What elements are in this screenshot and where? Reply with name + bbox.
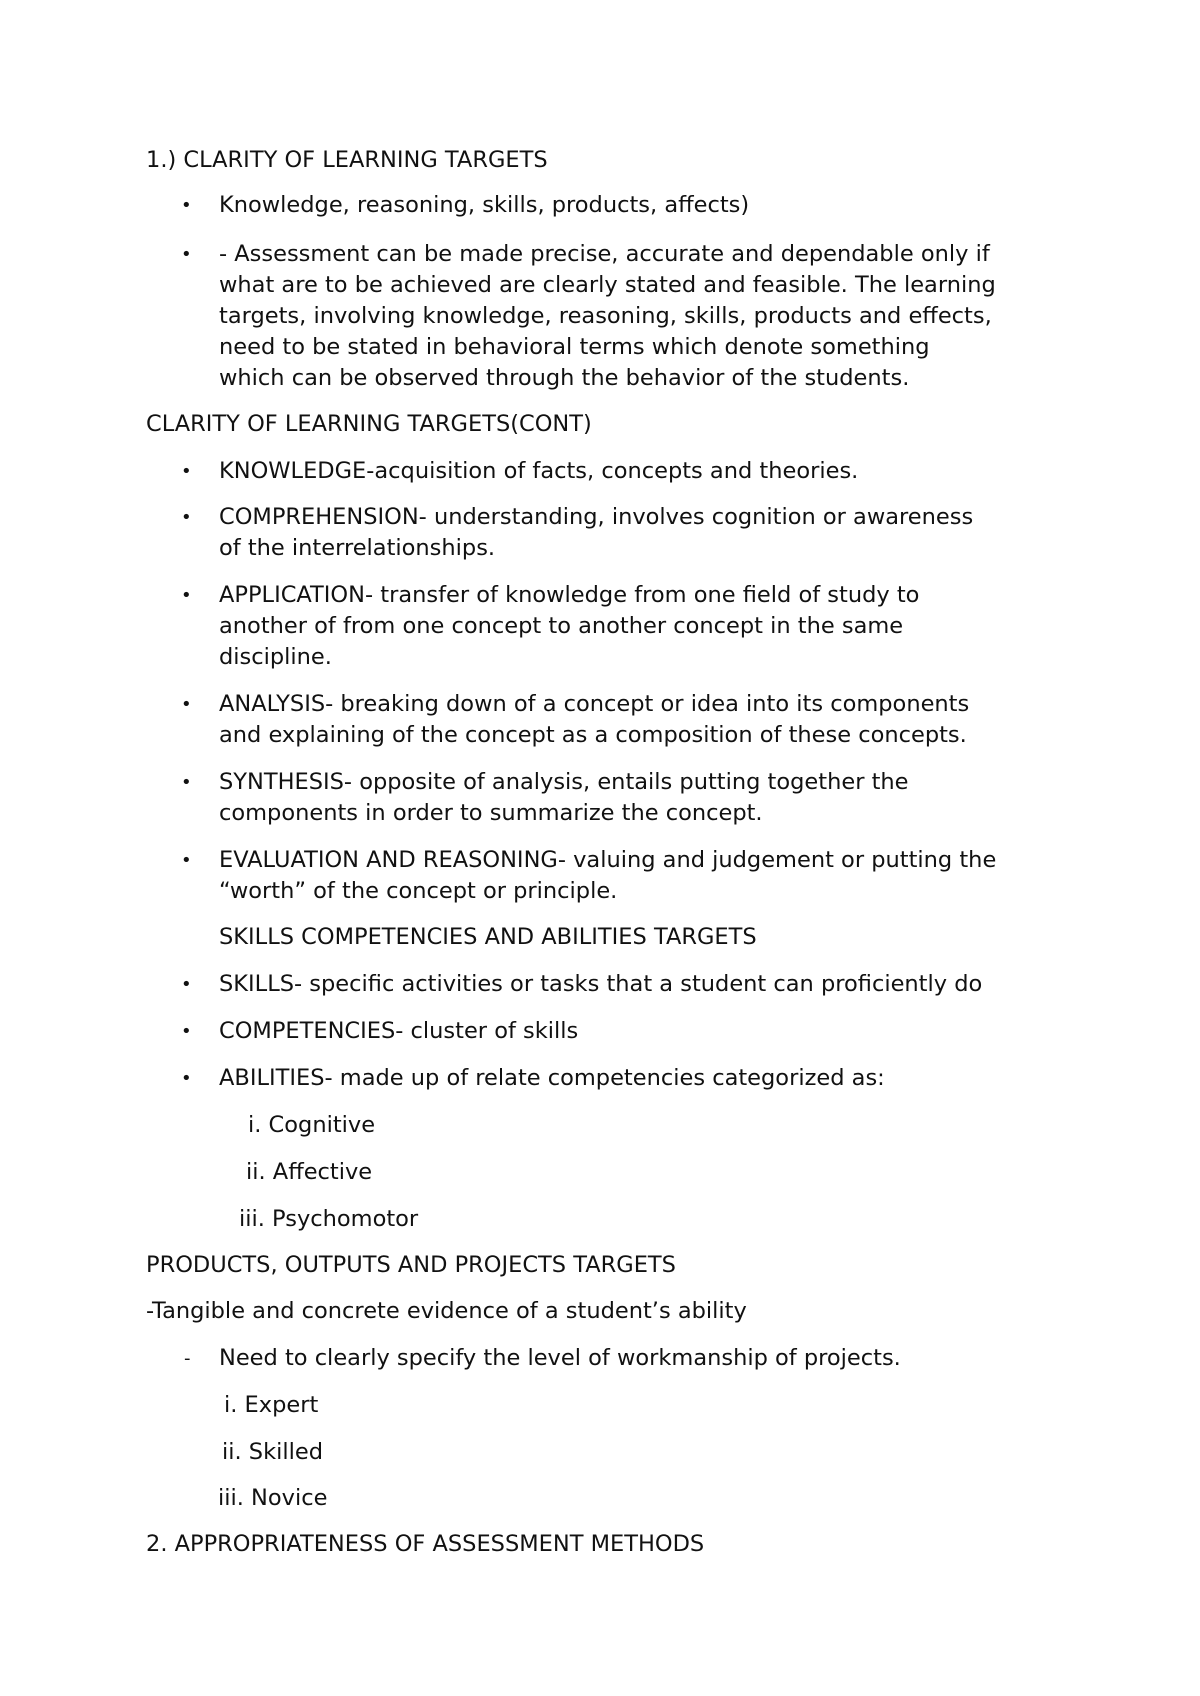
products-intro: -Tangible and concrete evidence of a student’s ability [146,1298,747,1324]
bullet-icon: • [181,850,192,871]
sub-item: iii. Novice [218,1485,328,1511]
list-item: EVALUATION AND REASONING- valuing and judgement or putting the “worth” of the concept or principle. [219,847,997,904]
dash-marker: - [184,1348,191,1369]
bullet-icon: • [181,1068,192,1089]
list-item: KNOWLEDGE-acquisition of facts, concepts and theories. [219,458,859,484]
list-item: ANALYSIS- breaking down of a concept or idea into its components and explaining of the concept as a composition of these concepts. [219,691,970,748]
sub-item: iii. Psychomotor [239,1206,419,1232]
list-item: ABILITIES- made up of relate competencies categorized as: [219,1065,885,1091]
sub-item: ii. Affective [246,1159,373,1185]
bullet-icon: • [181,1021,192,1042]
section-heading-products: PRODUCTS, OUTPUTS AND PROJECTS TARGETS [146,1252,676,1278]
section-heading-skills: SKILLS COMPETENCIES AND ABILITIES TARGETS [219,924,757,950]
section-heading-clarity: 1.) CLARITY OF LEARNING TARGETS [146,147,548,173]
list-item: COMPETENCIES- cluster of skills [219,1018,579,1044]
bullet-icon: • [181,507,192,528]
list-item: - Assessment can be made precise, accurate and dependable only if what are to be achieved are clearly stated and feasible. The learning targets, involving knowledge, reasoning, skills, products and effects, need to be stated in behavioral terms which denote something which can be observed through the behavior of the students. [219,241,996,391]
sub-item: i. Cognitive [248,1112,376,1138]
list-item: Knowledge, reasoning, skills, products, affects) [219,192,750,218]
list-item: SYNTHESIS- opposite of analysis, entails putting together the components in order to summarize the concept. [219,769,909,826]
sub-item: i. Expert [224,1392,319,1418]
list-item: SKILLS- specific activities or tasks that a student can proficiently do [219,971,983,997]
sub-item: ii. Skilled [222,1439,323,1465]
bullet-icon: • [181,461,192,482]
bullet-icon: • [181,694,192,715]
list-item: COMPREHENSION- understanding, involves cognition or awareness of the interrelationships. [219,504,974,561]
bullet-icon: • [181,772,192,793]
list-item: Need to clearly specify the level of workmanship of projects. [219,1345,901,1371]
section-heading-clarity-cont: CLARITY OF LEARNING TARGETS(CONT) [146,411,592,437]
bullet-icon: • [181,195,192,216]
bullet-icon: • [181,974,192,995]
list-item: APPLICATION- transfer of knowledge from one field of study to another of from one concept to another concept in the same discipline. [219,582,920,670]
section-heading-appropriateness: 2. APPROPRIATENESS OF ASSESSMENT METHODS [146,1531,705,1557]
bullet-icon: • [181,585,192,606]
bullet-icon: • [181,244,192,265]
